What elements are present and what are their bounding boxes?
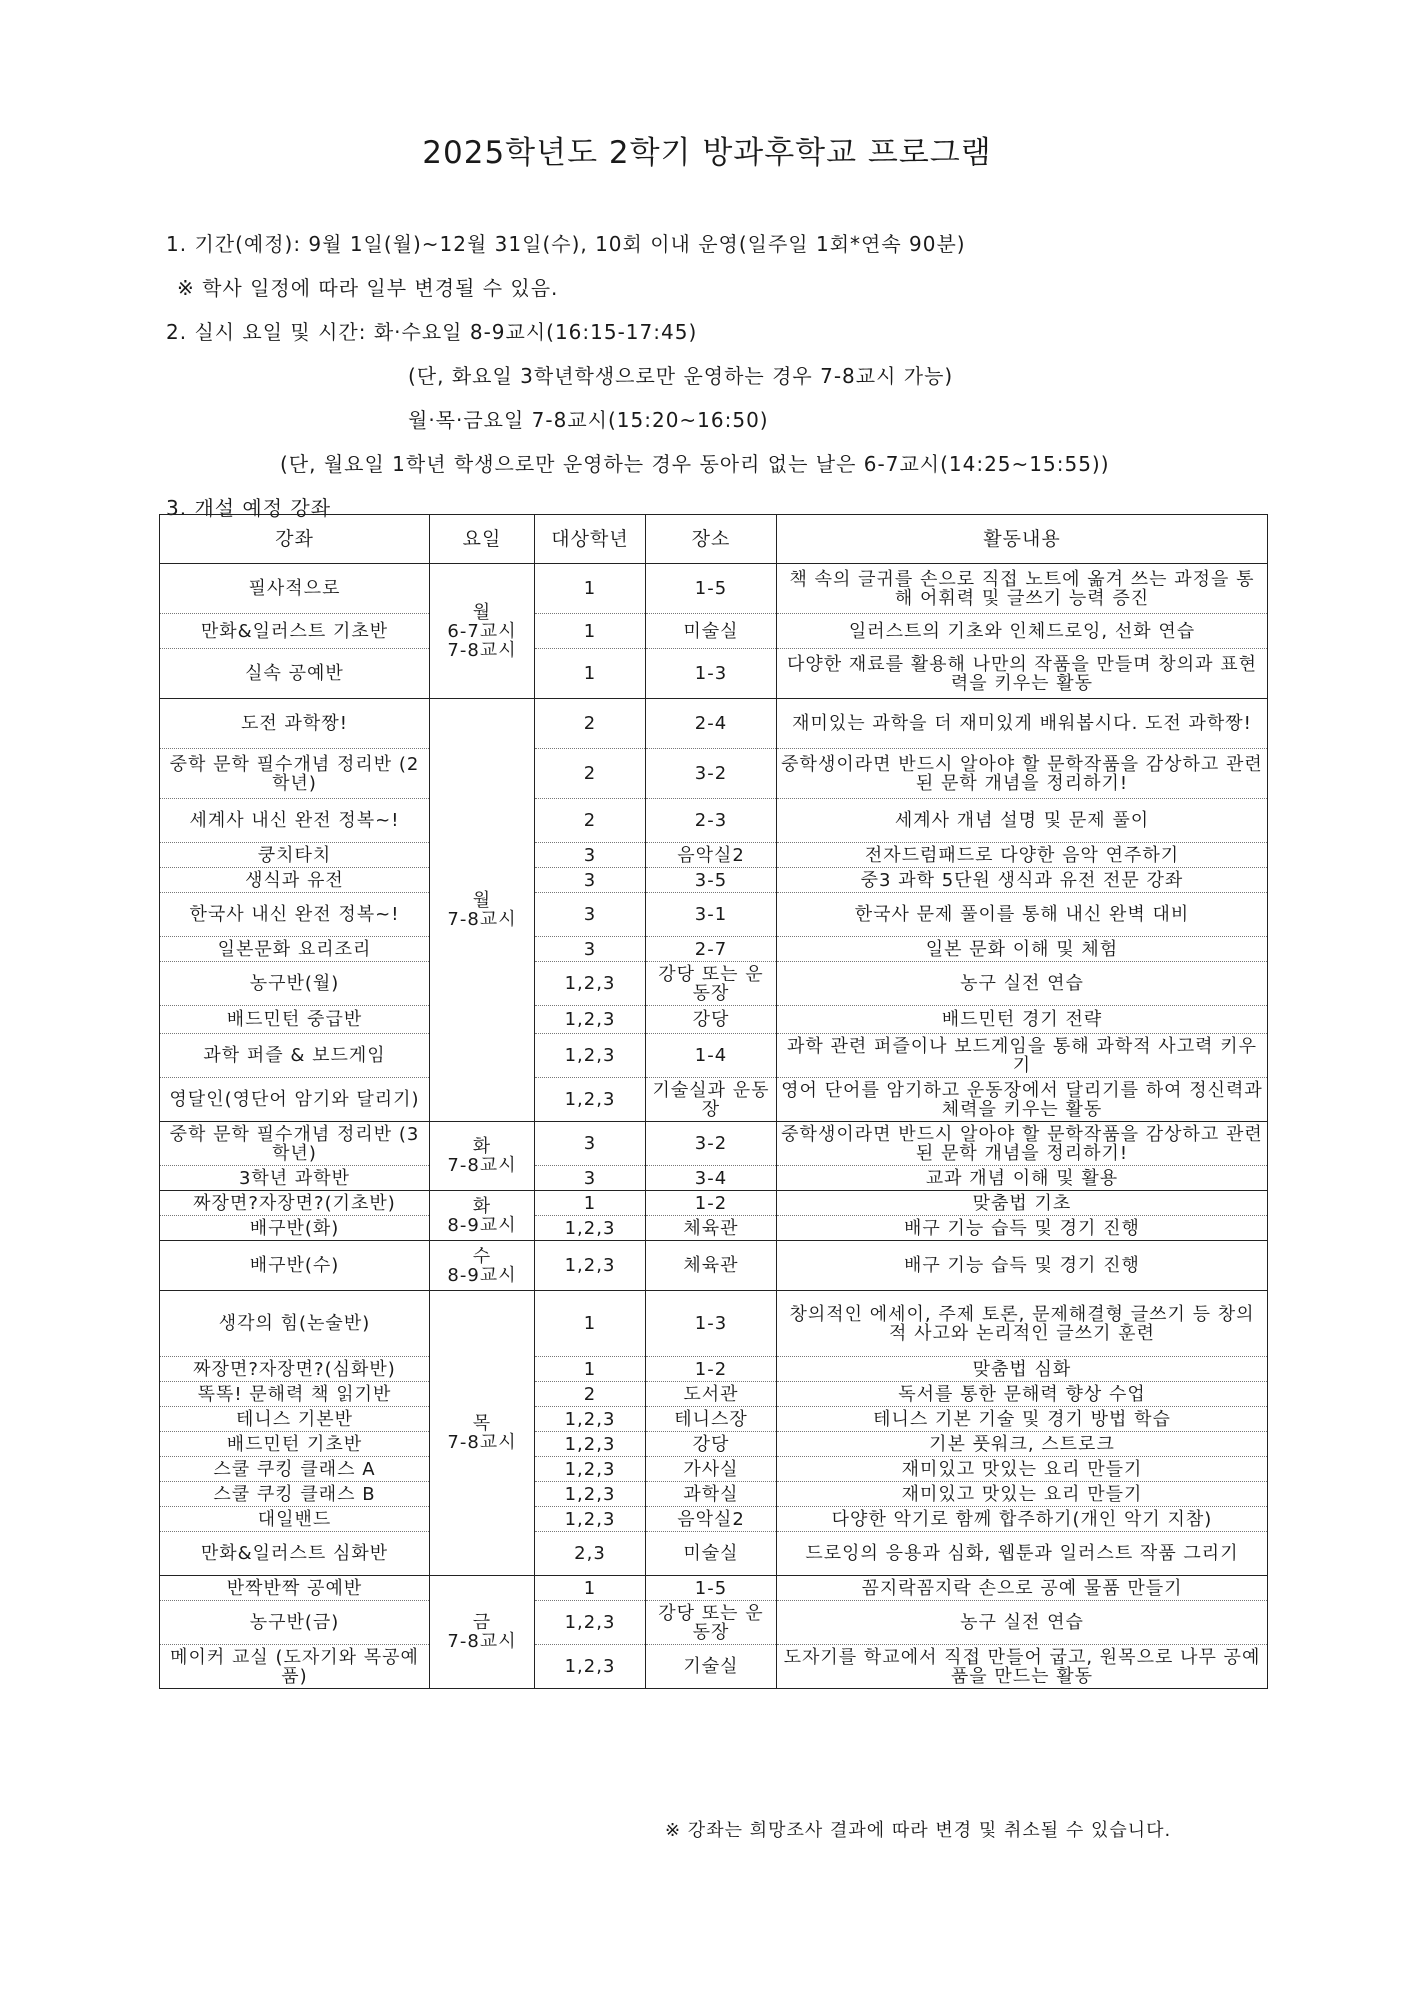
target-grade: 1 [535, 1291, 646, 1357]
target-grade: 3 [535, 893, 646, 937]
activity: 일러스트의 기초와 인체드로잉, 선화 연습 [777, 614, 1268, 649]
course-name: 배구반(수) [160, 1241, 430, 1291]
place: 기술실과 운동장 [646, 1078, 777, 1122]
days-note-1: (단, 화요일 3학년학생으로만 운영하는 경우 7-8교시 가능) [408, 364, 954, 388]
target-grade: 1,2,3 [535, 1601, 646, 1645]
course-name: 필사적으로 [160, 564, 430, 614]
activity: 농구 실전 연습 [777, 1601, 1268, 1645]
course-table [159, 514, 1268, 1689]
table-row [160, 1216, 1268, 1241]
table-row [160, 749, 1268, 799]
place: 1-3 [646, 649, 777, 699]
target-grade: 3 [535, 868, 646, 893]
table-row [160, 1601, 1268, 1645]
activity: 농구 실전 연습 [777, 962, 1268, 1006]
activity: 맞춤법 기초 [777, 1191, 1268, 1216]
course-name: 만화&일러스트 심화반 [160, 1532, 430, 1576]
table-row [160, 1645, 1268, 1689]
table-row [160, 799, 1268, 843]
place: 강당 또는 운동장 [646, 962, 777, 1006]
place: 강당 [646, 1432, 777, 1457]
target-grade: 1,2,3 [535, 1078, 646, 1122]
table-row [160, 649, 1268, 699]
activity: 맞춤법 심화 [777, 1357, 1268, 1382]
course-name: 메이커 교실 (도자기와 목공예품) [160, 1645, 430, 1689]
place: 1-3 [646, 1291, 777, 1357]
target-grade: 1 [535, 1357, 646, 1382]
place: 도서관 [646, 1382, 777, 1407]
table-row [160, 564, 1268, 614]
table-row [160, 937, 1268, 962]
target-grade: 2 [535, 699, 646, 749]
header-course: 강좌 [160, 515, 430, 564]
table-row [160, 1507, 1268, 1532]
course-name: 짜장면?자장면?(심화반) [160, 1357, 430, 1382]
place: 1-5 [646, 564, 777, 614]
table-row [160, 1291, 1268, 1357]
day-time: 월 6-7교시 7-8교시 [430, 564, 535, 699]
course-name: 농구반(금) [160, 1601, 430, 1645]
table-row [160, 1166, 1268, 1191]
activity: 배구 기능 습득 및 경기 진행 [777, 1216, 1268, 1241]
target-grade: 1,2,3 [535, 1482, 646, 1507]
activity: 배드민턴 경기 전략 [777, 1006, 1268, 1034]
table-row [160, 893, 1268, 937]
target-grade: 1,2,3 [535, 1034, 646, 1078]
table-row [160, 1006, 1268, 1034]
target-grade: 2 [535, 799, 646, 843]
table-row [160, 962, 1268, 1006]
activity: 재미있는 과학을 더 재미있게 배워봅시다. 도전 과학짱! [777, 699, 1268, 749]
activity: 재미있고 맛있는 요리 만들기 [777, 1482, 1268, 1507]
day-time: 화 7-8교시 [430, 1122, 535, 1191]
activity: 일본 문화 이해 및 체험 [777, 937, 1268, 962]
table-row [160, 1034, 1268, 1078]
activity: 독서를 통한 문해력 향상 수업 [777, 1382, 1268, 1407]
course-name: 한국사 내신 완전 정복~! [160, 893, 430, 937]
course-name: 3학년 과학반 [160, 1166, 430, 1191]
course-name: 배드민턴 중급반 [160, 1006, 430, 1034]
place: 2-4 [646, 699, 777, 749]
days-note-2: (단, 월요일 1학년 학생으로만 운영하는 경우 동아리 없는 날은 6-7교시(14:25~15:55)) [280, 452, 1110, 476]
day-time: 월 7-8교시 [430, 699, 535, 1122]
course-name: 스쿨 쿠킹 클래스 A [160, 1457, 430, 1482]
activity: 과학 관련 퍼즐이나 보드게임을 통해 과학적 사고력 키우기 [777, 1034, 1268, 1078]
target-grade: 2 [535, 1382, 646, 1407]
place: 체육관 [646, 1216, 777, 1241]
header-place: 장소 [646, 515, 777, 564]
course-name: 도전 과학짱! [160, 699, 430, 749]
table-row [160, 1241, 1268, 1291]
place: 2-3 [646, 799, 777, 843]
activity: 드로잉의 응용과 심화, 웹툰과 일러스트 작품 그리기 [777, 1532, 1268, 1576]
target-grade: 1 [535, 1576, 646, 1601]
table-row [160, 699, 1268, 749]
courses-heading: 3. 개설 예정 강좌 [166, 496, 332, 520]
place: 2-7 [646, 937, 777, 962]
course-name: 실속 공예반 [160, 649, 430, 699]
place: 1-2 [646, 1357, 777, 1382]
table-body [160, 564, 1268, 1689]
course-name: 대일밴드 [160, 1507, 430, 1532]
target-grade: 1,2,3 [535, 1507, 646, 1532]
target-grade: 1,2,3 [535, 1407, 646, 1432]
activity: 중3 과학 5단원 생식과 유전 전문 강좌 [777, 868, 1268, 893]
activity: 교과 개념 이해 및 활용 [777, 1166, 1268, 1191]
course-name: 일본문화 요리조리 [160, 937, 430, 962]
place: 1-5 [646, 1576, 777, 1601]
days-line: 2. 실시 요일 및 시간: 화·수요일 8-9교시(16:15-17:45) [166, 320, 698, 344]
day-time: 목 7-8교시 [430, 1291, 535, 1576]
place: 강당 또는 운동장 [646, 1601, 777, 1645]
course-name: 과학 퍼즐 & 보드게임 [160, 1034, 430, 1078]
activity: 영어 단어를 암기하고 운동장에서 달리기를 하여 정신력과 체력을 키우는 활동 [777, 1078, 1268, 1122]
place: 체육관 [646, 1241, 777, 1291]
table-row [160, 868, 1268, 893]
table-row [160, 1432, 1268, 1457]
table-header-row [160, 515, 1268, 564]
table-row [160, 1078, 1268, 1122]
course-name: 반짝반짝 공예반 [160, 1576, 430, 1601]
place: 미술실 [646, 614, 777, 649]
course-name: 만화&일러스트 기초반 [160, 614, 430, 649]
place: 1-4 [646, 1034, 777, 1078]
course-name: 중학 문학 필수개념 정리반 (2학년) [160, 749, 430, 799]
course-name: 테니스 기본반 [160, 1407, 430, 1432]
place: 기술실 [646, 1645, 777, 1689]
activity: 배구 기능 습득 및 경기 진행 [777, 1241, 1268, 1291]
header-grade: 대상학년 [535, 515, 646, 564]
page-title: 2025학년도 2학기 방과후학교 프로그램 [422, 135, 992, 171]
table-row [160, 843, 1268, 868]
activity: 중학생이라면 반드시 알아야 할 문학작품을 감상하고 관련된 문학 개념을 정리하기! [777, 1122, 1268, 1166]
place: 음악실2 [646, 843, 777, 868]
course-name: 짜장면?자장면?(기초반) [160, 1191, 430, 1216]
course-name: 스쿨 쿠킹 클래스 B [160, 1482, 430, 1507]
place: 1-2 [646, 1191, 777, 1216]
activity: 재미있고 맛있는 요리 만들기 [777, 1457, 1268, 1482]
course-name: 쿵치타치 [160, 843, 430, 868]
place: 음악실2 [646, 1507, 777, 1532]
course-name: 영달인(영단어 암기와 달리기) [160, 1078, 430, 1122]
course-name: 생각의 힘(논술반) [160, 1291, 430, 1357]
target-grade: 3 [535, 1122, 646, 1166]
course-name: 똑똑! 문해력 책 읽기반 [160, 1382, 430, 1407]
activity: 다양한 재료를 활용해 나만의 작품을 만들며 창의과 표현력을 키우는 활동 [777, 649, 1268, 699]
target-grade: 1 [535, 1191, 646, 1216]
period-note: ※ 학사 일정에 따라 일부 변경될 수 있음. [177, 276, 559, 300]
place: 미술실 [646, 1532, 777, 1576]
activity: 세계사 개념 설명 및 문제 풀이 [777, 799, 1268, 843]
course-name: 세계사 내신 완전 정복~! [160, 799, 430, 843]
period-line: 1. 기간(예정): 9월 1일(월)~12월 31일(수), 10회 이내 운영(일주일 1회*연속 90분) [166, 232, 966, 256]
table-row [160, 1382, 1268, 1407]
activity: 꼼지락꼼지락 손으로 공예 물품 만들기 [777, 1576, 1268, 1601]
place: 3-2 [646, 1122, 777, 1166]
table-row [160, 1407, 1268, 1432]
target-grade: 1,2,3 [535, 1645, 646, 1689]
activity: 다양한 악기로 함께 합주하기(개인 악기 지참) [777, 1507, 1268, 1532]
target-grade: 1,2,3 [535, 1457, 646, 1482]
table-row [160, 614, 1268, 649]
day-time: 수 8-9교시 [430, 1241, 535, 1291]
course-name: 배구반(화) [160, 1216, 430, 1241]
activity: 한국사 문제 풀이를 통해 내신 완벽 대비 [777, 893, 1268, 937]
course-name: 생식과 유전 [160, 868, 430, 893]
target-grade: 3 [535, 843, 646, 868]
table-row [160, 1191, 1268, 1216]
table-row [160, 1532, 1268, 1576]
day-time: 화 8-9교시 [430, 1191, 535, 1241]
activity: 기본 풋워크, 스트로크 [777, 1432, 1268, 1457]
table-row [160, 1122, 1268, 1166]
activity: 전자드럼패드로 다양한 음악 연주하기 [777, 843, 1268, 868]
place: 테니스장 [646, 1407, 777, 1432]
course-name: 농구반(월) [160, 962, 430, 1006]
course-name: 배드민턴 기초반 [160, 1432, 430, 1457]
place: 강당 [646, 1006, 777, 1034]
footnote: ※ 강좌는 희망조사 결과에 따라 변경 및 취소될 수 있습니다. [665, 1820, 1172, 1841]
target-grade: 1 [535, 614, 646, 649]
place: 가사실 [646, 1457, 777, 1482]
target-grade: 1,2,3 [535, 1432, 646, 1457]
target-grade: 3 [535, 937, 646, 962]
place: 3-2 [646, 749, 777, 799]
table-row [160, 1357, 1268, 1382]
day-time: 금 7-8교시 [430, 1576, 535, 1689]
place: 3-4 [646, 1166, 777, 1191]
target-grade: 2,3 [535, 1532, 646, 1576]
place: 3-5 [646, 868, 777, 893]
header-activity: 활동내용 [777, 515, 1268, 564]
activity: 테니스 기본 기술 및 경기 방법 학습 [777, 1407, 1268, 1432]
activity: 중학생이라면 반드시 알아야 할 문학작품을 감상하고 관련된 문학 개념을 정리하기! [777, 749, 1268, 799]
course-name: 중학 문학 필수개념 정리반 (3학년) [160, 1122, 430, 1166]
days-line-2: 월·목·금요일 7-8교시(15:20~16:50) [408, 408, 769, 432]
target-grade: 1,2,3 [535, 1241, 646, 1291]
table-row [160, 1576, 1268, 1601]
activity: 창의적인 에세이, 주제 토론, 문제해결형 글쓰기 등 창의적 사고와 논리적인 글쓰기 훈련 [777, 1291, 1268, 1357]
place: 과학실 [646, 1482, 777, 1507]
target-grade: 1,2,3 [535, 962, 646, 1006]
target-grade: 2 [535, 749, 646, 799]
activity: 도자기를 학교에서 직접 만들어 굽고, 원목으로 나무 공예품을 만드는 활동 [777, 1645, 1268, 1689]
table-row [160, 1482, 1268, 1507]
target-grade: 1 [535, 649, 646, 699]
table-row [160, 1457, 1268, 1482]
target-grade: 3 [535, 1166, 646, 1191]
target-grade: 1,2,3 [535, 1216, 646, 1241]
activity: 책 속의 글귀를 손으로 직접 노트에 옮겨 쓰는 과정을 통해 어휘력 및 글쓰기 능력 증진 [777, 564, 1268, 614]
target-grade: 1,2,3 [535, 1006, 646, 1034]
place: 3-1 [646, 893, 777, 937]
target-grade: 1 [535, 564, 646, 614]
header-day: 요일 [430, 515, 535, 564]
